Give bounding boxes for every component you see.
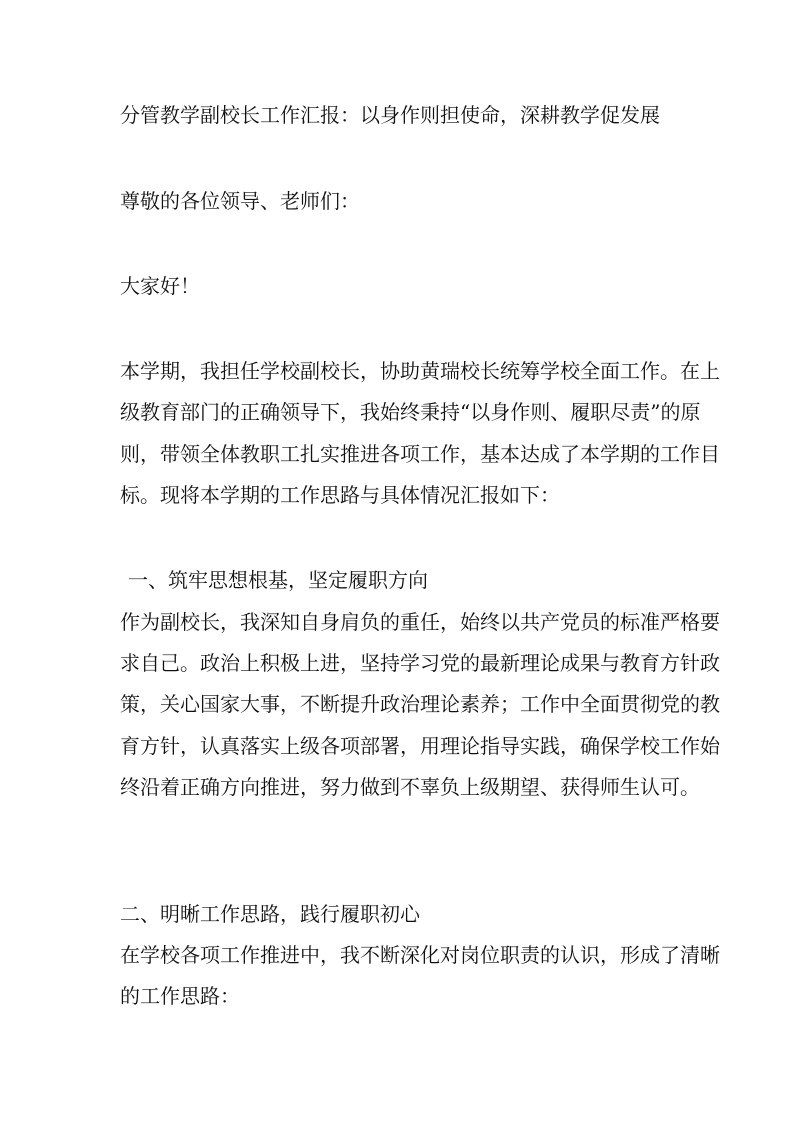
paragraph-line: 本学期，我担任学校副校长，协助黄瑞校长统筹学校全面工作。在上 [120, 359, 720, 383]
paragraph-line: 作为副校长，我深知自身肩负的重任，始终以共产党员的标准严格要 [120, 610, 720, 634]
paragraph-line: 级教育部门的正确领导下，我始终秉持“以身作则、履职尽责”的原 [120, 400, 701, 424]
document-title: 分管教学副校长工作汇报：以身作则担使命，深耕教学促发展 [120, 103, 660, 127]
salutation: 尊敬的各位领导、老师们： [120, 189, 360, 213]
paragraph-line: 则，带领全体教职工扎实推进各项工作，基本达成了本学期的工作目 [120, 442, 720, 466]
section-heading: 一、筑牢思想根基，坚定履职方向 [128, 568, 428, 592]
paragraph-line: 在学校各项工作推进中，我不断深化对岗位职责的认识，形成了清晰 [120, 943, 720, 967]
greeting: 大家好！ [120, 274, 200, 298]
paragraph-line: 终沿着正确方向推进，努力做到不辜负上级期望、获得师生认可。 [120, 775, 700, 799]
section-heading: 二、明晰工作思路，践行履职初心 [120, 902, 420, 926]
paragraph-line: 求自己。政治上积极上进，坚持学习党的最新理论成果与教育方针政 [120, 651, 720, 675]
paragraph-line: 策，关心国家大事，不断提升政治理论素养；工作中全面贯彻党的教 [120, 692, 720, 716]
paragraph-line: 标。现将本学期的工作思路与具体情况汇报如下： [120, 483, 560, 507]
paragraph-line: 的工作思路： [120, 984, 240, 1008]
paragraph-line: 育方针，认真落实上级各项部署，用理论指导实践，确保学校工作始 [120, 734, 720, 758]
